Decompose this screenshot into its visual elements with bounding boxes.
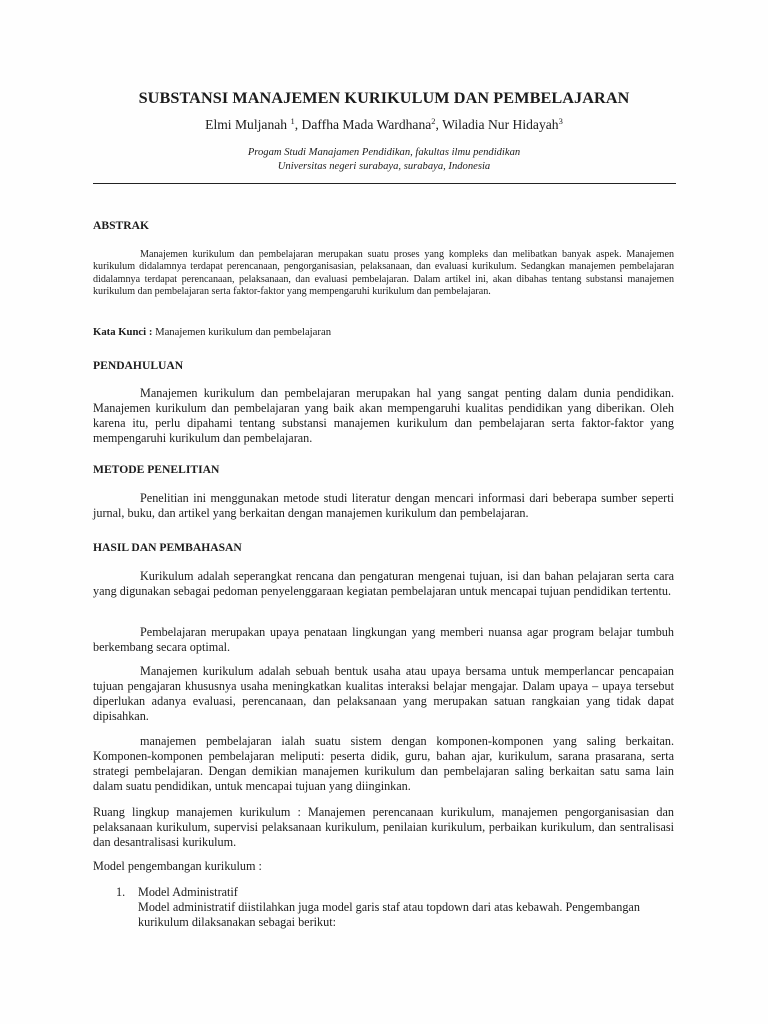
author-name: Wiladia Nur Hidayah bbox=[442, 117, 559, 132]
affiliation bbox=[0, 146, 768, 173]
results-heading: HASIL DAN PEMBAHASAN bbox=[93, 541, 242, 554]
affiliation-university: Universitas negeri surabaya, surabaya, Indonesia bbox=[277, 160, 491, 172]
paper-title: SUBSTANSI MANAJEMEN KURIKULUM DAN PEMBELAJARAN bbox=[138, 89, 630, 107]
model-list bbox=[93, 885, 674, 930]
list-item bbox=[93, 885, 674, 930]
method-text: Penelitian ini menggunakan metode studi literatur dengan mencari informasi dari beberapa sumber seperti jurnal, buku, dan artikel yang berkaitan dengan manajemen kurikulum dan pembelajaran. bbox=[93, 491, 674, 520]
results-paragraph-models: Model pengembangan kurikulum : bbox=[93, 859, 262, 873]
keywords bbox=[93, 326, 331, 338]
author-mark: 2 bbox=[431, 116, 436, 126]
results-paragraph-scope: Ruang lingkup manajemen kurikulum : Manajemen perencanaan kurikulum, manajemen pengorganisasian dan pelaksanaan kurikulum, supervisi pelaksanaan kurikulum, penilaian kurikulum, perbaikan kurikulum, dan sentralisasi dan desantralisasi kurikulum. bbox=[93, 805, 674, 849]
author-line: Elmi Muljanah $^1$, Daffha Mada Wardhana$^2$, Wiladia Nur Hidayah$^3$ bbox=[205, 116, 563, 132]
results-paragraph-learning: Pembelajaran merupakan upaya penataan lingkungan yang memberi nuansa agar program belajar tumbuh berkembang secara optimal. bbox=[93, 625, 674, 654]
results-paragraph-curriculum: Kurikulum adalah seperangkat rencana dan pengaturan mengenai tujuan, isi dan bahan pelajaran serta cara yang digunakan sebagai pedoman penyelenggaraan kegiatan pembelajaran untuk mencapai tujuan pendidikan tertentu. bbox=[93, 569, 674, 598]
list-item-text: Model administratif diistilahkan juga model garis staf atau topdown dari atas kebawah. Pengembangan kurikulum dilaksanakan sebagai berikut: bbox=[138, 899, 640, 929]
keywords-label: Kata Kunci : bbox=[93, 326, 153, 338]
list-item-number: 1. bbox=[116, 885, 126, 899]
affiliation-program: Progam Studi Manajamen Pendidikan, fakultas ilmu pendidikan bbox=[247, 147, 521, 158]
header-divider bbox=[93, 183, 676, 184]
author-mark: 1 bbox=[290, 116, 295, 126]
list-item-body bbox=[138, 885, 674, 930]
author-name: Elmi Muljanah bbox=[205, 117, 288, 132]
author-name: Daffha Mada Wardhana bbox=[301, 117, 432, 132]
abstract-heading: ABSTRAK bbox=[93, 219, 150, 232]
author-mark: 3 bbox=[558, 116, 563, 126]
abstract-text: Manajemen kurikulum dan pembelajaran merupakan suatu proses yang kompleks dan melibatkan banyak aspek. Manajemen kurikulum didalamnya terdapat perencanaan, pengorganisasian, pelaksanaan, dan evaluasi kurikulum. Sedangkan manajemen pembelajaran didalamnya terdapat perencanaan, pelaksanaan, dan evaluasi pembelajaran. Dalam artikel ini, akan dibahas tentang substansi manajemen kurikulum dan pembelajaran serta faktor-faktor yang mempengaruhi kurikulum dan pembelajaran. bbox=[93, 249, 674, 297]
introduction-text: Manajemen kurikulum dan pembelajaran merupakan hal yang sangat penting dalam dunia pendidikan. Manajemen kurikulum dan pembelajaran yang baik akan mempengaruhi kualitas pendidikan yang diberikan. Oleh karena itu, perlu dipahami tentang substansi manajemen kurikulum dan pembelajaran serta faktor-faktor yang mempengaruhi kurikulum dan pembelajaran. bbox=[93, 386, 674, 445]
method-heading: METODE PENELITIAN bbox=[93, 463, 220, 476]
list-item-title: Model Administratif bbox=[138, 885, 238, 899]
introduction-heading: PENDAHULUAN bbox=[93, 359, 184, 372]
keywords-text: Manajemen kurikulum dan pembelajaran bbox=[152, 326, 332, 338]
results-paragraph-curriculum-management: Manajemen kurikulum adalah sebuah bentuk usaha atau upaya bersama untuk memperlancar pencapaian tujuan pengajaran khususnya usaha meningkatkan kualitas interaksi belajar mengajar. Dalam upaya – upaya tersebut diperlukan adanya evaluasi, perencanaan, dan pelaksanaan yang merupakan satuan rangkaian yang tidak dapat dipisahkan. bbox=[93, 664, 674, 723]
results-paragraph-learning-management: manajemen pembelajaran ialah suatu sistem dengan komponen-komponen yang saling berkaitan. Komponen-komponen pembelajaran meliputi: peserta didik, guru, bahan ajar, kurikulum, sarana prasarana, serta strategi pembelajaran. Dengan demikian manajemen kurikulum dan pembelajaran saling berkaitan satu sama lain dalam suatu pendidikan, untuk mencapai tujuan yang diinginkan. bbox=[93, 734, 674, 793]
